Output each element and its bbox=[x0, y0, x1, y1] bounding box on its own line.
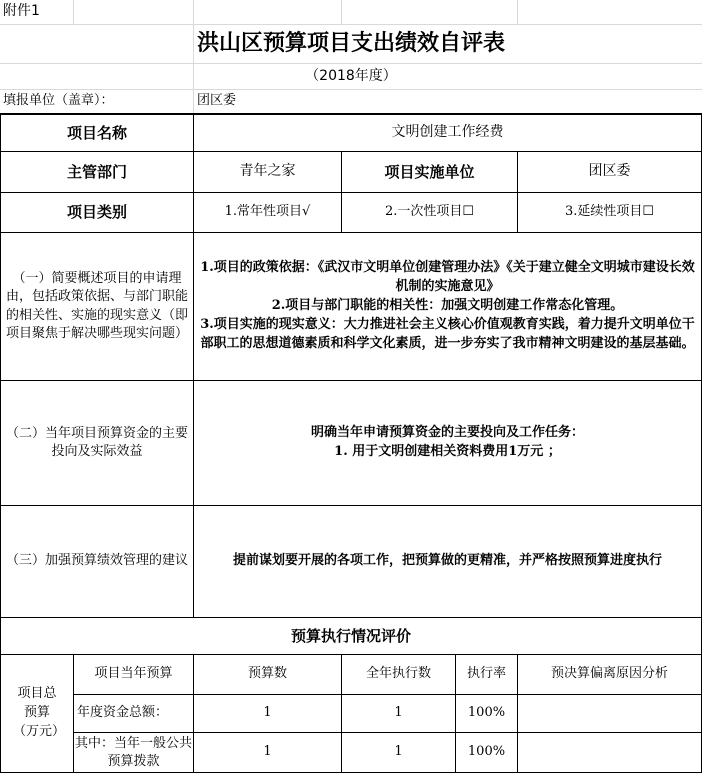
column-header-budget: 预算数 bbox=[247, 666, 287, 682]
row-executed: 1 bbox=[394, 744, 403, 760]
section2-line-2: 1. 用于文明创建相关资料费用1万元 ； bbox=[334, 444, 561, 459]
project-name-value: 文明创建工作经费 bbox=[391, 124, 504, 141]
row-budget: 1 bbox=[263, 744, 272, 760]
row-rate: 100% bbox=[467, 744, 506, 760]
project-type-option-1: 1.常年性项目√ bbox=[224, 204, 311, 220]
project-name-label: 项目名称 bbox=[66, 123, 127, 142]
section3-content: 提前谋划要开展的各项工作，把预算做的更精准，并严格按照预算进度执行 bbox=[232, 553, 662, 569]
implementing-unit-value: 团区委 bbox=[588, 163, 631, 180]
section2-content bbox=[196, 381, 699, 505]
implementing-unit-label: 项目实施单位 bbox=[384, 162, 475, 181]
row-item: 其中：当年一般公共预算拨款 bbox=[74, 735, 192, 769]
attachment-label: 附件1 bbox=[3, 3, 40, 20]
page-title: 洪山区预算项目支出绩效自评表 bbox=[196, 31, 505, 57]
row-rate: 100% bbox=[467, 705, 506, 721]
report-year: （2018年度） bbox=[305, 67, 397, 84]
section2-line-1: 明确当年申请预算资金的主要投向及工作任务： bbox=[310, 425, 584, 441]
row-reason bbox=[518, 695, 701, 732]
row-executed: 1 bbox=[394, 705, 403, 721]
column-header-executed: 全年执行数 bbox=[365, 666, 431, 682]
column-header-item: 项目当年预算 bbox=[94, 666, 173, 682]
total-budget-label: 项目总预算（万元） bbox=[13, 686, 66, 739]
section1-line-1: 1.项目的政策依据：《武汉市文明单位创建管理办法》《关于建立健全文明城市建设长效机制的实施意见》 bbox=[200, 260, 695, 295]
section1-content bbox=[196, 233, 699, 380]
reporting-unit-label: 填报单位（盖章）： bbox=[3, 93, 114, 109]
project-type-label: 项目类别 bbox=[66, 203, 127, 222]
section3-label: （三）加强预算绩效管理的建议 bbox=[5, 553, 188, 569]
reporting-unit-value: 团区委 bbox=[197, 93, 237, 109]
project-type-option-3: 3.延续性项目☐ bbox=[564, 204, 655, 220]
section1-line-2: 2.项目与部门职能的相关性：加强文明创建工作常态化管理。 bbox=[271, 298, 624, 314]
row-budget: 1 bbox=[263, 705, 272, 721]
column-header-rate: 执行率 bbox=[466, 666, 506, 682]
section1-label: （一）简要概述项目的申请理由，包括政策依据、与部门职能的相关性、实施的现实意义（即项目聚焦于解决哪些现实问题） bbox=[5, 271, 188, 341]
section1-line-3: 3.项目实施的现实意义：大力推进社会主义核心价值观教育实践，着力提升文明单位干部职工的思想道德素质和科学文化素质，进一步夯实了我市精神文明建设的基层基础。 bbox=[200, 316, 695, 351]
department-value: 青年之家 bbox=[239, 163, 296, 180]
project-type-option-2: 2.一次性项目☐ bbox=[384, 204, 475, 220]
section2-label: （二）当年项目预算资金的主要投向及实际效益 bbox=[5, 425, 188, 459]
row-reason bbox=[518, 733, 701, 772]
row-item: 年度资金总额： bbox=[77, 705, 169, 721]
evaluation-header: 预算执行情况评价 bbox=[290, 626, 411, 645]
column-header-reason: 预决算偏离原因分析 bbox=[550, 666, 668, 682]
department-label: 主管部门 bbox=[66, 162, 127, 181]
